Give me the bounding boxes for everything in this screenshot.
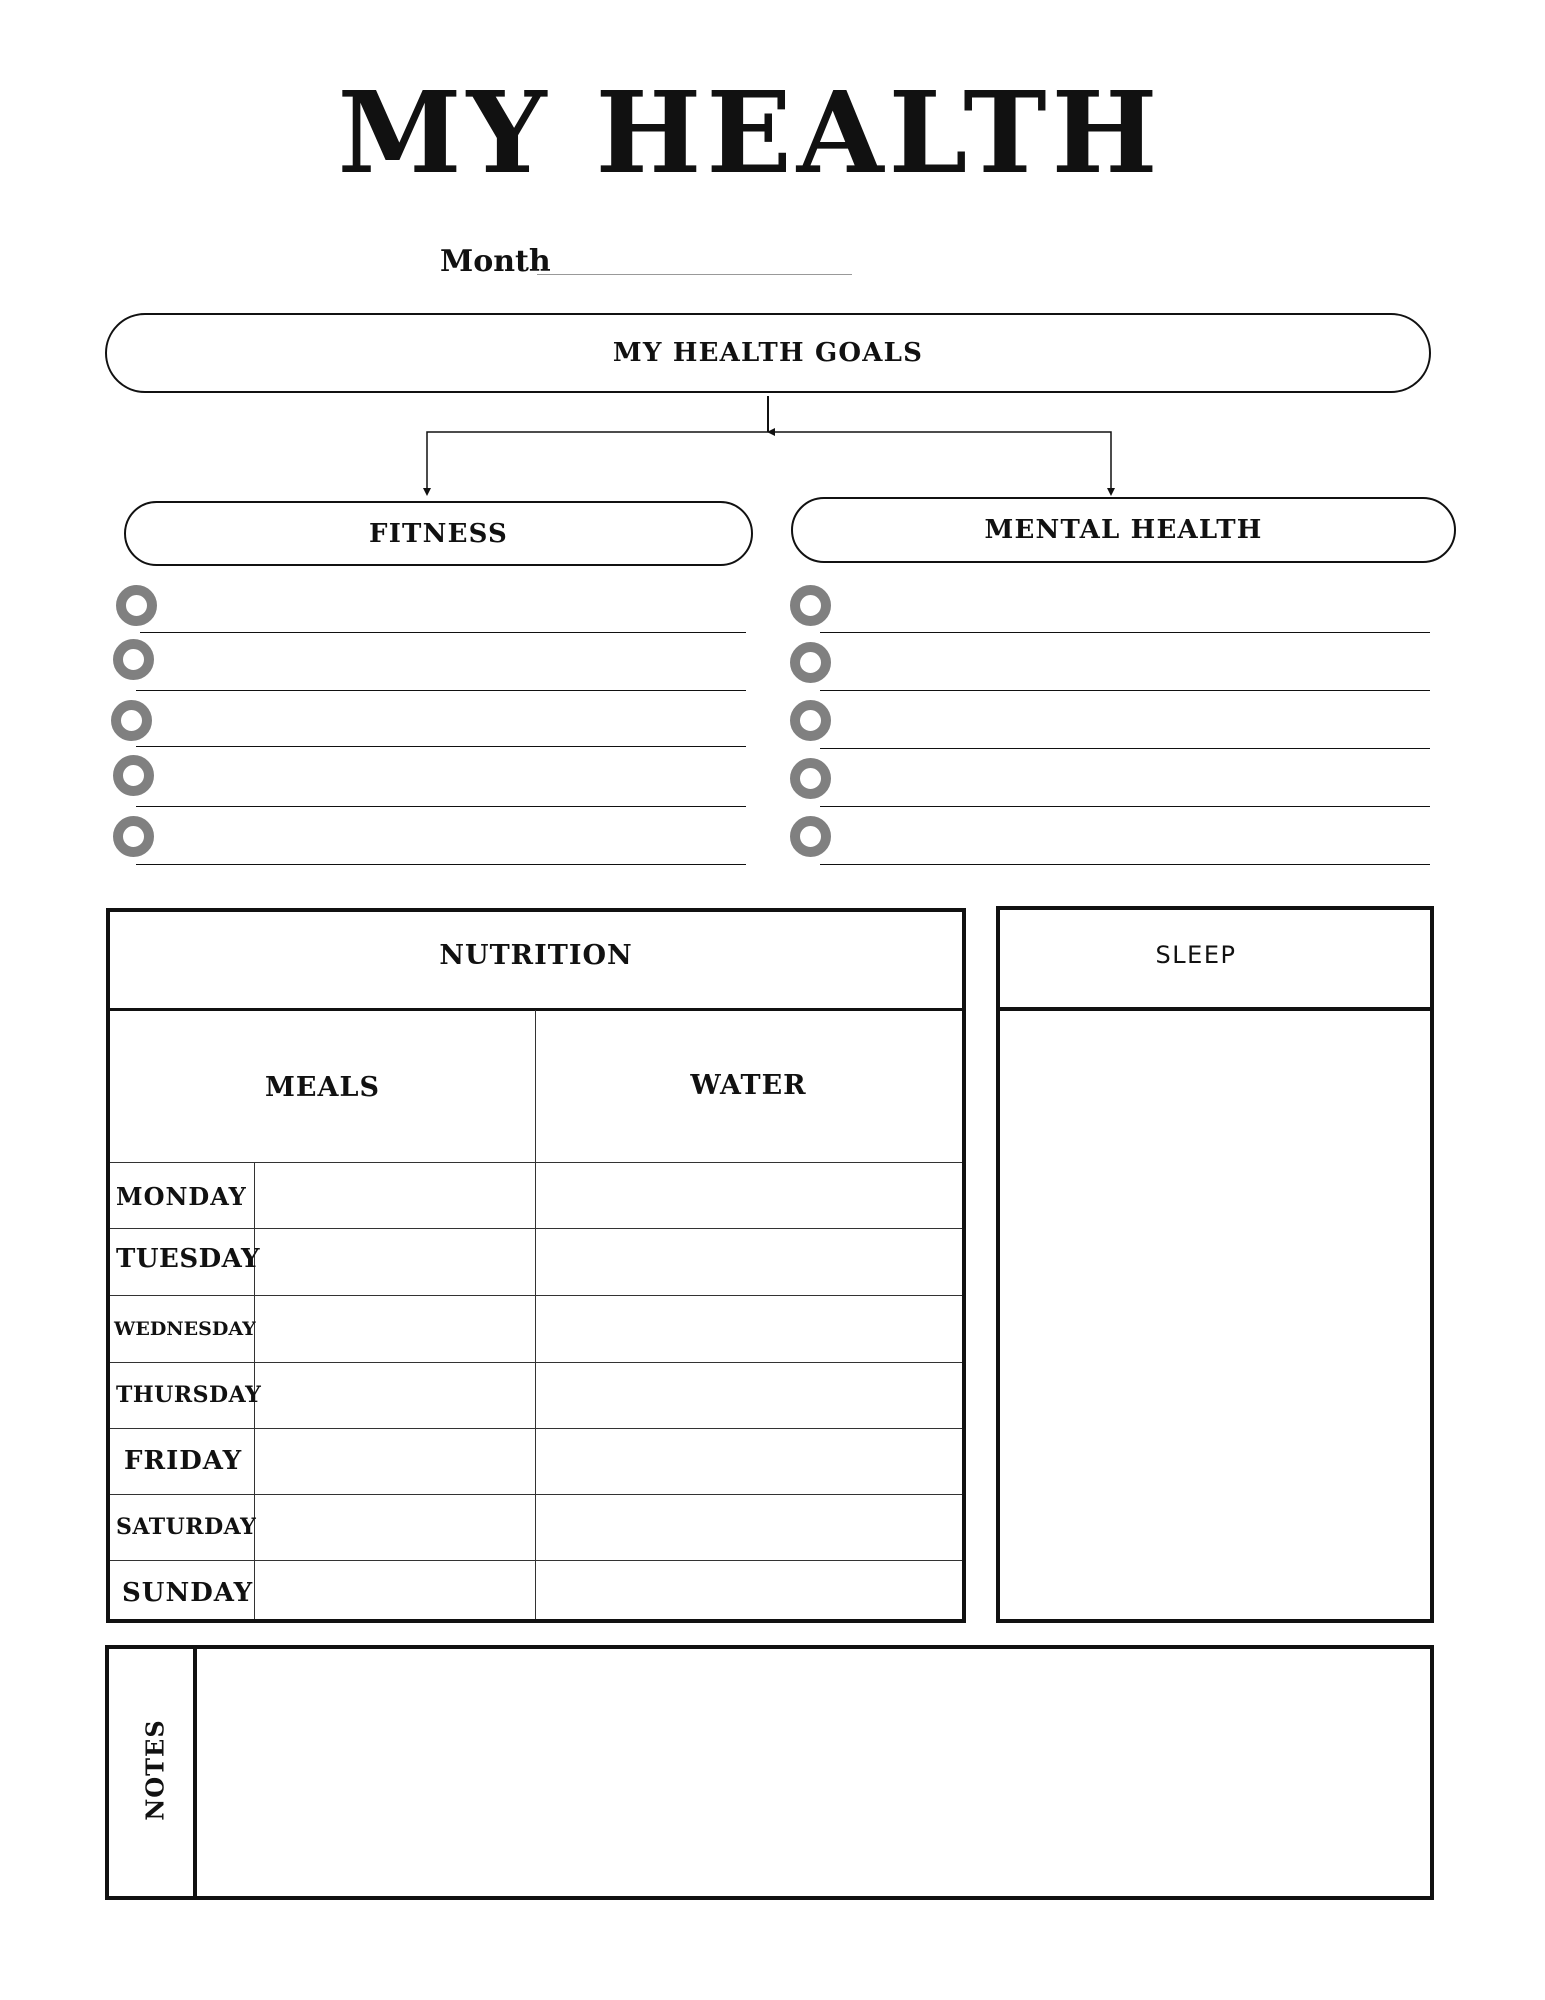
table-row-divider	[110, 1228, 962, 1229]
fitness-goal-line[interactable]	[136, 690, 746, 691]
mental-health-bullet-icon[interactable]	[790, 758, 831, 799]
mental-health-bullet-icon[interactable]	[790, 816, 831, 857]
fitness-bullet-icon[interactable]	[113, 639, 154, 680]
page-title: MY HEALTH	[337, 68, 1163, 199]
mental-health-goal-line[interactable]	[820, 864, 1430, 865]
meals-water-divider	[535, 1010, 536, 1619]
fitness-goal-line[interactable]	[140, 632, 746, 633]
fitness-bullet-icon[interactable]	[113, 816, 154, 857]
fitness-goal-line[interactable]	[136, 864, 746, 865]
table-row-divider	[110, 1162, 962, 1163]
fitness-bullet-icon[interactable]	[113, 755, 154, 796]
mental-health-goal-line[interactable]	[820, 632, 1430, 633]
day-label-thursday: THURSDAY	[116, 1382, 262, 1408]
month-label: Month	[440, 244, 551, 279]
meals-header: MEALS	[265, 1072, 380, 1103]
table-row-divider	[110, 1362, 962, 1363]
mental-health-header: MENTAL HEALTH	[791, 497, 1456, 563]
table-row-divider	[110, 1428, 962, 1429]
mental-health-bullet-icon[interactable]	[790, 585, 831, 626]
day-label-saturday: SATURDAY	[116, 1514, 257, 1540]
mental-health-bullet-icon[interactable]	[790, 642, 831, 683]
fitness-goal-line[interactable]	[136, 806, 746, 807]
mental-health-goal-line[interactable]	[820, 748, 1430, 749]
health-goals-header: MY HEALTH GOALS	[105, 313, 1431, 393]
mental-health-goal-line[interactable]	[820, 806, 1430, 807]
day-label-monday: MONDAY	[116, 1182, 247, 1211]
goals-connector	[0, 0, 1545, 520]
table-row-divider	[110, 1560, 962, 1561]
nutrition-header: NUTRITION	[439, 940, 633, 971]
fitness-bullet-icon[interactable]	[111, 700, 152, 741]
mental-health-bullet-icon[interactable]	[790, 700, 831, 741]
day-label-wednesday: WEDNESDAY	[114, 1318, 256, 1340]
sleep-header: SLEEP	[1155, 941, 1237, 969]
notes-label: NOTES	[140, 1719, 170, 1821]
fitness-header: FITNESS	[124, 501, 753, 566]
notes-entry-area[interactable]	[197, 1649, 1430, 1896]
fitness-goal-line[interactable]	[136, 746, 746, 747]
fitness-bullet-icon[interactable]	[116, 585, 157, 626]
day-label-tuesday: TUESDAY	[116, 1244, 261, 1274]
table-row-divider	[110, 1295, 962, 1296]
day-label-sunday: SUNDAY	[122, 1578, 254, 1608]
day-label-friday: FRIDAY	[124, 1446, 243, 1476]
table-row-divider	[110, 1494, 962, 1495]
sleep-entry-area[interactable]	[1000, 1011, 1430, 1619]
water-header: WATER	[690, 1070, 807, 1101]
nutrition-header-divider	[110, 1008, 962, 1011]
mental-health-goal-line[interactable]	[820, 690, 1430, 691]
